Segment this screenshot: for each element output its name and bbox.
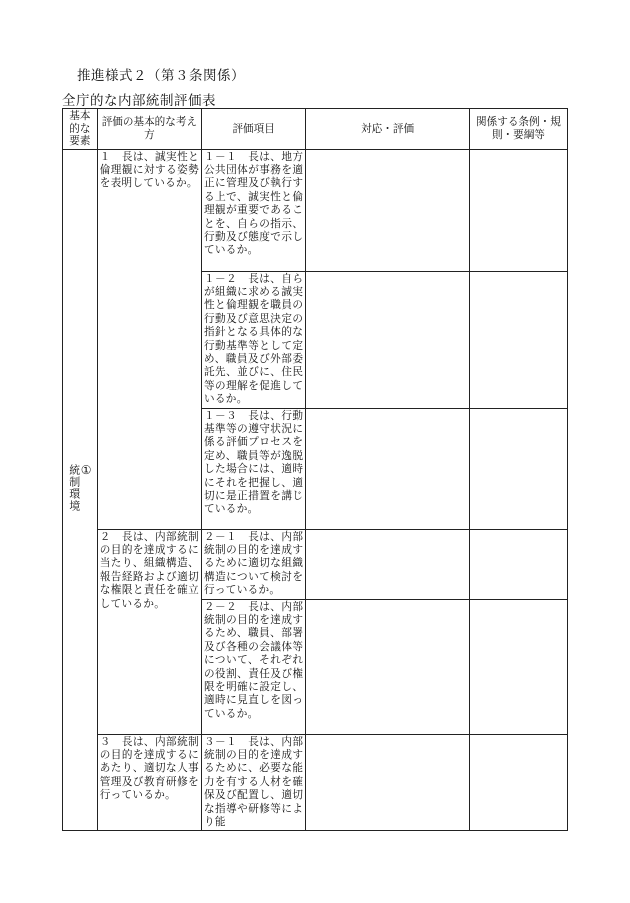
header-basic-concept: 評価の基本的な考え方 (97, 109, 201, 150)
basic-concept-3: ３ 長は、内部統制の目的を達成するにあたり、適切な人事管理及び教育研修を行っているか。 (97, 734, 201, 831)
table-row (63, 149, 568, 271)
table-row (63, 529, 568, 599)
response-cell[interactable] (306, 271, 470, 408)
rules-cell[interactable] (469, 408, 567, 529)
evaluation-item-2-2: ２－２ 長は、内部統制の目的を達成するため、職員、部署及び各種の会議体等について、それぞれの役割、責任及び権限を明確に設定し、適時に見直しを図っているか。 (202, 599, 306, 734)
evaluation-item-3-1: ３－１ 長は、内部統制の目的を達成するために、必要な能力を有する人材を確保及び配置し、適切な指導や研修等により能 (202, 734, 306, 831)
basic-concept-2: ２ 長は、内部統制の目的を達成するに当たり、組織構造、報告経路および適切な権限と責任を確立しているか。 (97, 529, 201, 734)
evaluation-item-2-1: ２－１ 長は、内部統制の目的を達成するために適切な組織構造について検討を行っているか。 (202, 529, 306, 599)
response-cell[interactable] (306, 529, 470, 599)
response-cell[interactable] (306, 599, 470, 734)
rules-cell[interactable] (469, 271, 567, 408)
table-header-row (63, 109, 568, 150)
table-row (63, 734, 568, 831)
header-basic-element: 基本的な要素 (63, 109, 98, 150)
document-title: 全庁的な内部統制評価表 (62, 93, 216, 109)
rules-cell[interactable] (469, 734, 567, 831)
rules-cell[interactable] (469, 149, 567, 271)
element-label-block (67, 464, 92, 512)
evaluation-table (62, 108, 568, 831)
form-label: 推進様式２（第３条関係） (77, 68, 245, 84)
evaluation-item-1-1: １－１ 長は、地方公共団体が事務を適正に管理及び執行する上で、誠実性と倫理観が重要であることを、自らの指示、行動及び態度で示しているか。 (202, 149, 306, 271)
rules-cell[interactable] (469, 599, 567, 734)
response-cell[interactable] (306, 734, 470, 831)
header-evaluation-item: 評価項目 (202, 109, 306, 150)
header-response-evaluation: 対応・評価 (306, 109, 470, 150)
element-cell (63, 149, 98, 831)
basic-concept-1: １ 長は、誠実性と倫理観に対する姿勢を表明しているか。 (97, 149, 201, 529)
evaluation-item-1-3: １－３ 長は、行動基準等の遵守状況に係る評価プロセスを定め、職員等が逸脱した場合には、適時にそれを把握し、適切に是正措置を講じているか。 (202, 408, 306, 529)
response-cell[interactable] (306, 408, 470, 529)
evaluation-item-1-2: １－２ 長は、自らが組織に求める誠実性と倫理観を職員の行動及び意思決定の指針となる具体的な行動基準等として定め、職員及び外部委託先、並びに、住民等の理解を促進しているか。 (202, 271, 306, 408)
header-related-rules: 関係する条例・規則・要綱等 (469, 109, 567, 150)
response-cell[interactable] (306, 149, 470, 271)
element-label: 統制環境 (67, 463, 81, 512)
rules-cell[interactable] (469, 529, 567, 599)
element-number: ① (80, 462, 93, 477)
